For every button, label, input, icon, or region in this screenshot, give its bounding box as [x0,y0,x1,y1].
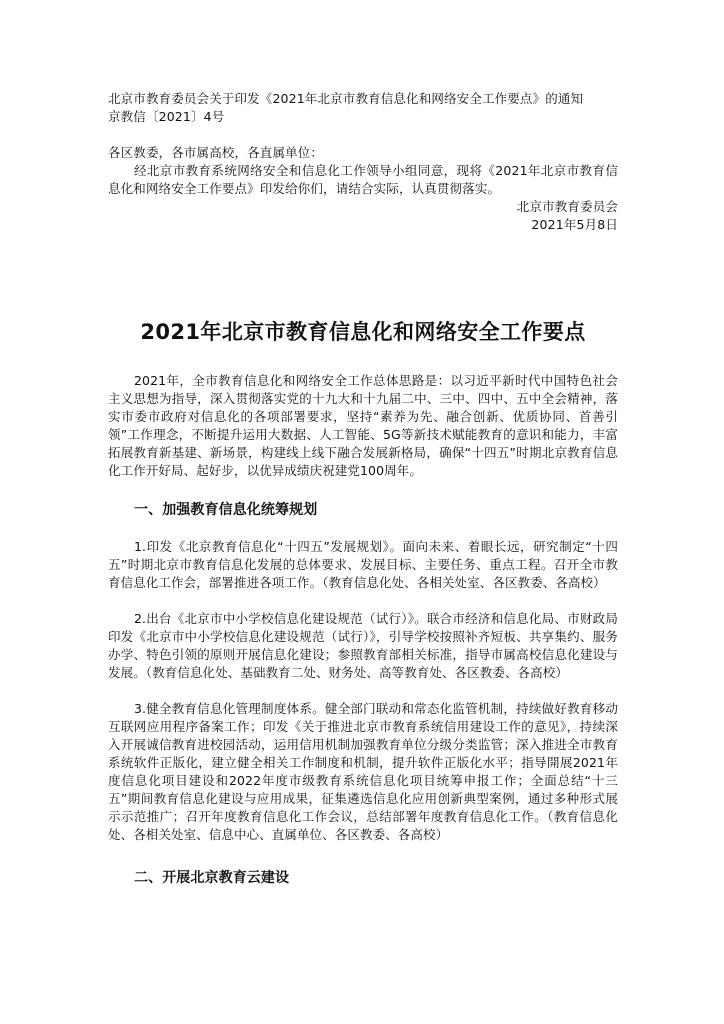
addressees: 各区教委，各市属高校，各直属单位： [108,145,324,160]
section-item: 2.出台《北京市中小学校信息化建设规范（试行）》。联合市经济和信息化局、市财政局印发《北京市中小学校信息化建设规范（试行）》，引导学校按照补齐短板、共享集约、服务办学、特色引领的原则开展信息化建设；参照教育部相关标准，指导市属高校信息化建设与发展。（教育信息化处、基础教育二处、财务处、高等教育处、各区教委、各高校） [108,611,618,680]
section-item: 1.印发《北京教育信息化“十四五”发展规划》。面向未来、着眼长远，研究制定“十四五”时期北京市教育信息化发展的总体要求、发展目标、主要任务、重点工程。召开全市教育信息化工作会，部署推进各项工作。（教育信息化处、各相关处室、各区教委、各高校） [108,539,618,590]
section-heading: 二、开展北京教育云建设 [134,870,290,886]
issuer: 北京市教育委员会 [516,199,618,214]
intro-paragraph: 2021年，全市教育信息化和网络安全工作总体思路是：以习近平新时代中国特色社会主义思想为指导，深入贯彻落实党的十九大和十九届二中、三中、四中、五中全会精神，落实市委市政府对信息化的各项部署要求，坚持“素养为先、融合创新、优质协同、首善引领”工作理念，不断提升运用大数据、人工智能、5G等新技术赋能教育的意识和能力，丰富拓展教育新基建、新场景，构建线上线下融合发展新格局，确保“十四五”时期北京教育信息化工作开好局、起好步，以优异成绩庆祝建党100周年。 [108,373,618,478]
doc-number: 京教信〔2021〕4号 [108,109,225,124]
section-heading: 一、加强教育信息化统筹规划 [134,502,318,518]
document-title: 2021年北京市教育信息化和网络安全工作要点 [140,320,586,344]
section-item: 3.健全教育信息化管理制度体系。健全部门联动和常态化监管机制，持续做好教育移动互联网应用程序备案工作；印发《关于推进北京市教育系统信用建设工作的意见》，持续深入开展诚信教育进校园活动，运用信用机制加强教育单位分级分类监管；深入推进全市教育系统软件正版化，建立健全相关工作制度和机制，提升软件正版化水平；指导開展2021年度信息化项目建设和2022年度市级教育系统信息化项目统筹申报工作；全面总结“十三五”期间教育信息化建设与应用成果，征集遴选信息化应用创新典型案例，通过多种形式展示示范推广；召开年度教育信息化工作会议，总结部署年度教育信息化工作。（教育信息化处、各相关处室、信息中心、直属单位、各区教委、各高校） [108,701,618,842]
notice-header [108,90,618,234]
issue-date: 2021年5月8日 [531,217,618,232]
notice-body: 经北京市教育系统网络安全和信息化工作领导小组同意，现将《2021年北京市教育信息化和网络安全工作要点》印发给你们，请结合实际，认真贯彻落实。 [108,163,618,196]
notice-title: 北京市教育委员会关于印发《2021年北京市教育信息化和网络安全工作要点》的通知 [108,91,584,106]
document-body [108,372,618,888]
